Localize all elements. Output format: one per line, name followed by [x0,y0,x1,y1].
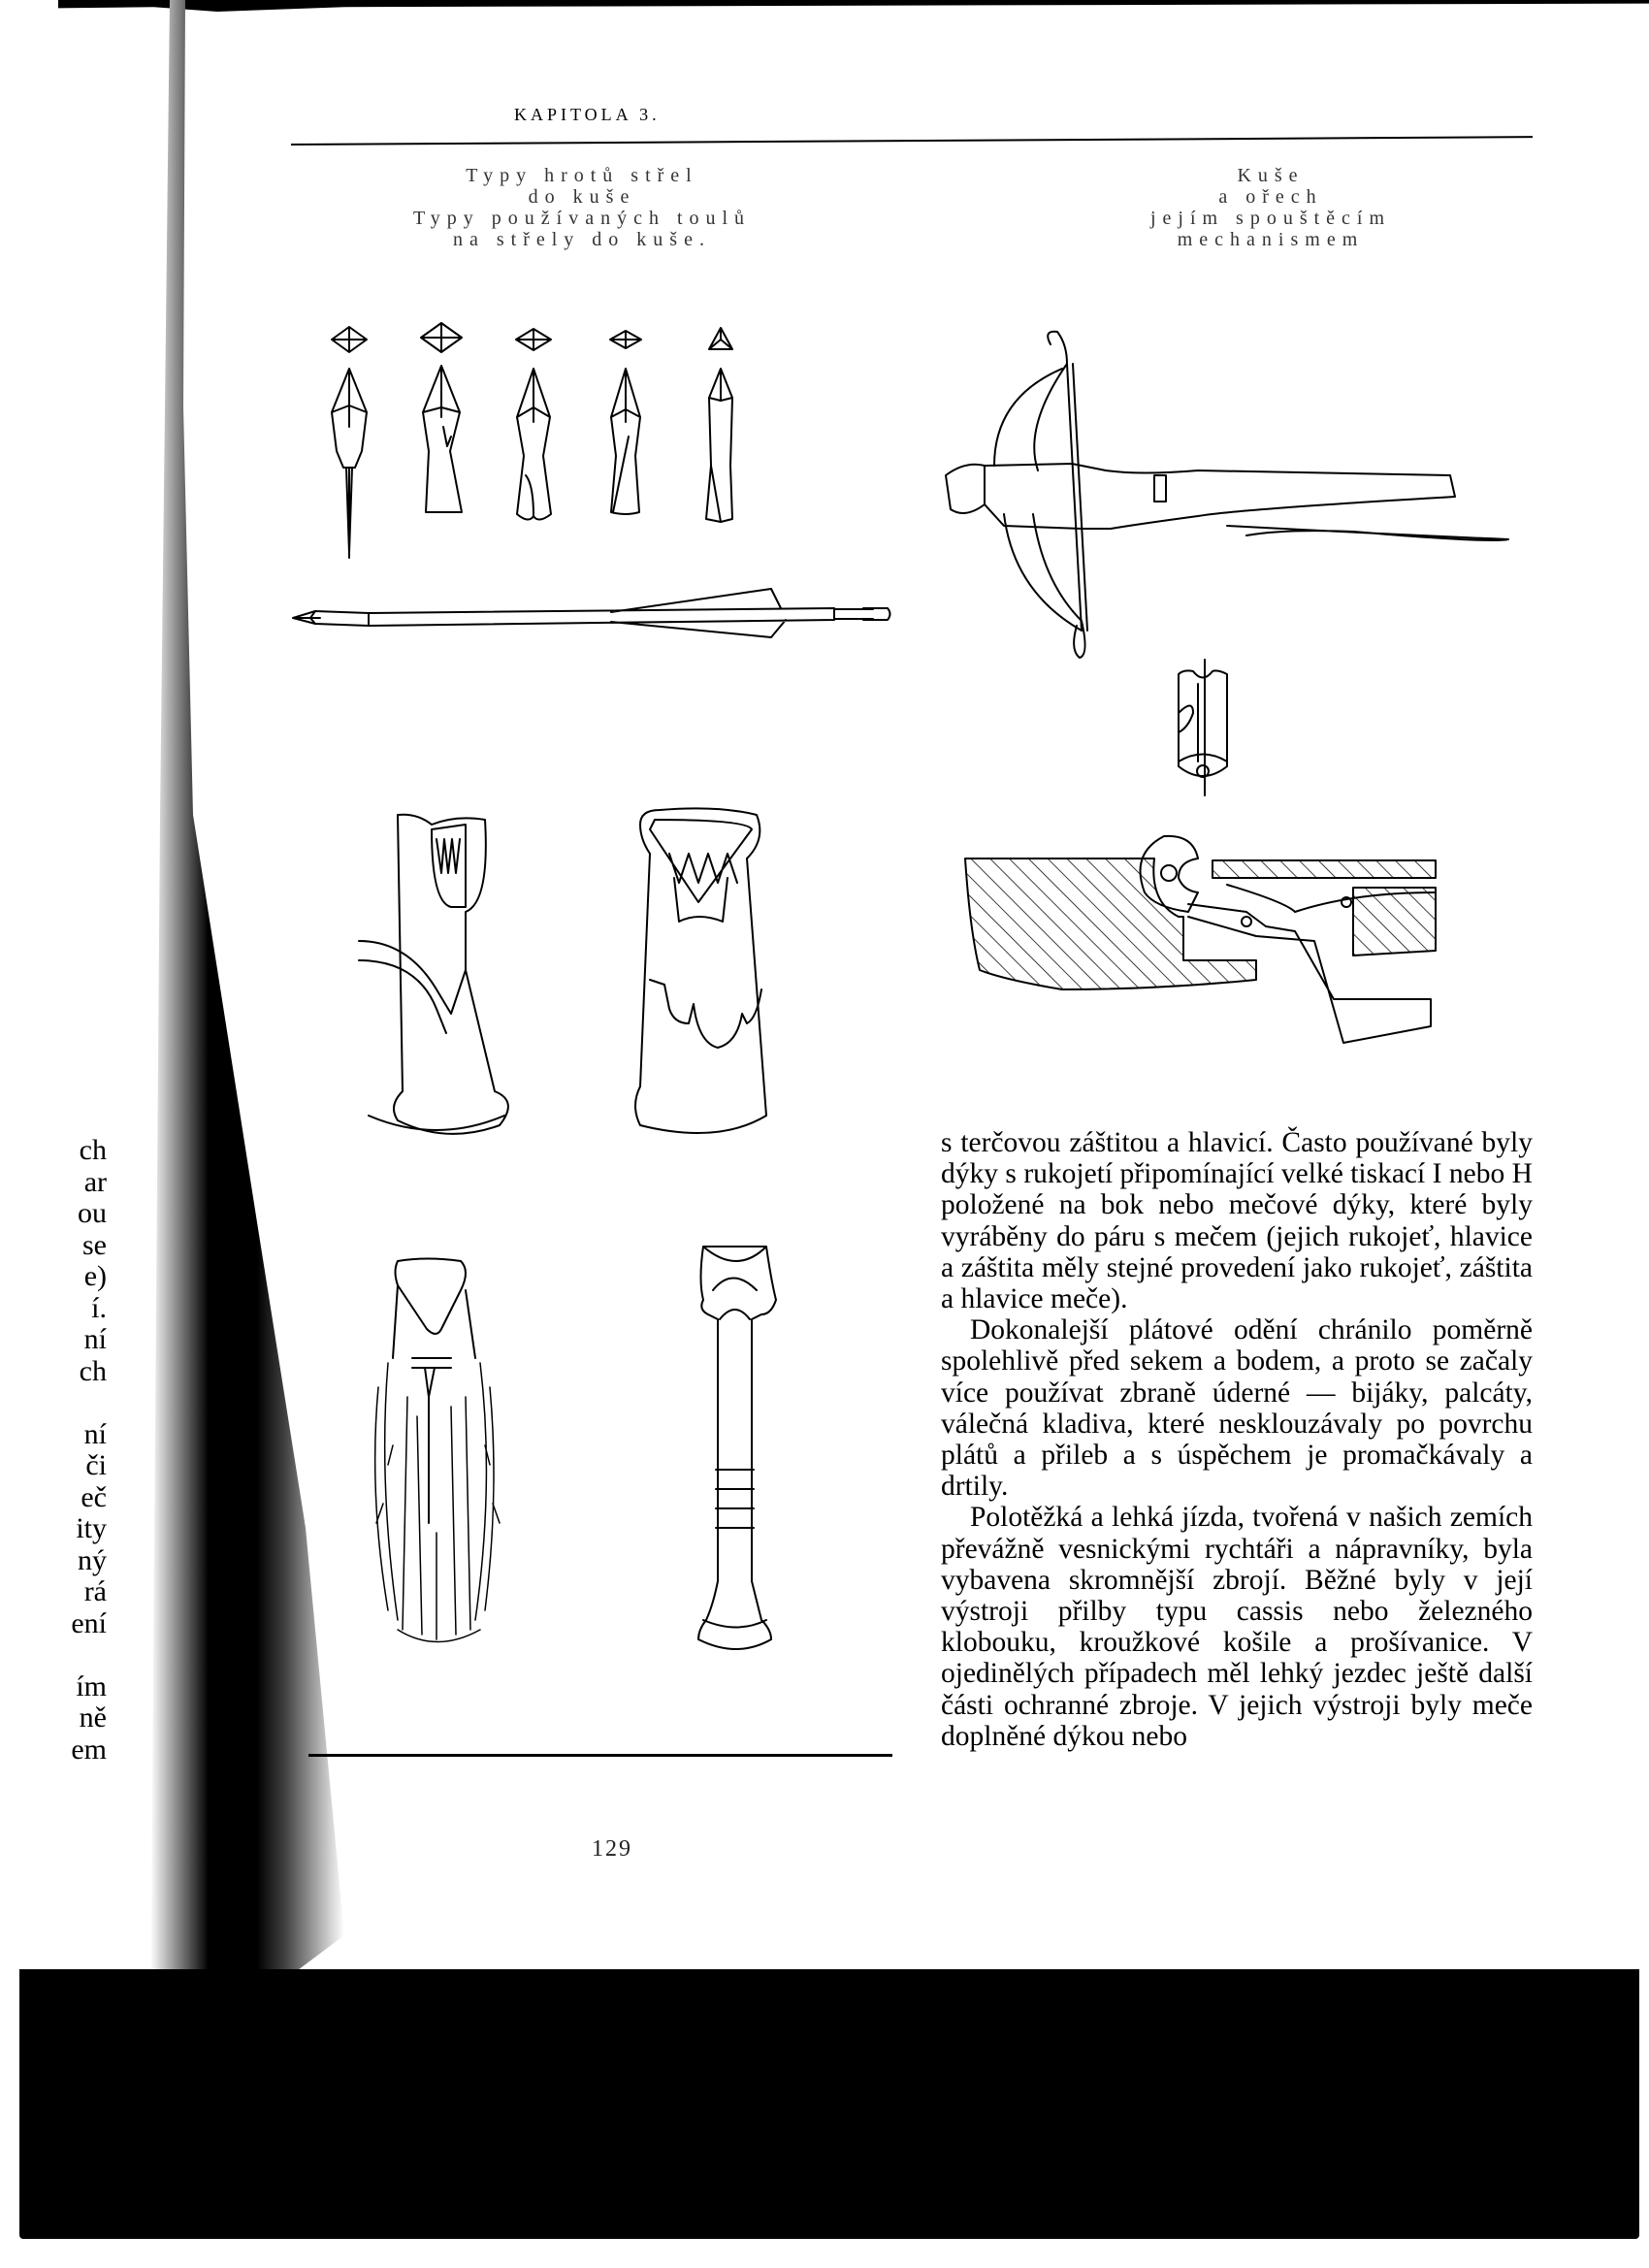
trigger-mechanism-section [965,834,1547,1048]
left-page-text-fragments [58,1135,107,1766]
crossbow-bow-lower [1004,514,1085,658]
quiver-1 [340,795,563,1183]
bolt-head-cross-sections [320,320,824,359]
fragment: ch [79,1134,107,1166]
stock-section-top-right [1212,860,1436,878]
running-head: KAPITOLA 3. [514,105,661,124]
paragraph: s terčovou záštitou a hlavicí. Často používané byly dýky s rukojetí připomínající velké tiskací I nebo H položené na bok nebo mečové dýky, které byly vyráběny do páru s mečem (jejich rukojeť, hlavice a záštita měly stejné provedení jako rukojeť, záštita a hlavice meče). [941,1127,1533,1315]
figure-caption-crossbow [1086,165,1455,250]
crossbow-trigger [1227,526,1508,540]
caption-line: Kuše [1237,165,1305,186]
bolt-head-4 [611,369,640,514]
scan-shadow-bottom [19,1969,1639,2239]
fragment: ou [78,1197,107,1229]
book-spine-shadow [150,0,344,2037]
bolt-head-5 [706,369,732,522]
fragment: e) [83,1260,107,1292]
page-number: 129 [592,1836,632,1862]
quiver-column [679,1232,873,1736]
figure-bottom-rule [308,1754,892,1757]
paragraph: Polotěžká a lehká jízda, tvořená v našich zemích převážně vesnickými rychtáři a nápravníky, byla vybavena skromnější zbrojí. Běžné byly v její výstroji přilby typu cassis nebo železného klobouku, kroužkové košile a prošívanice. V ojedinělých případech měl lehký jezdec ještě další části ochranné zbroje. V jejich výstroji byly meče doplněné dýkou nebo [941,1502,1533,1752]
bolt-head-3 [517,369,551,520]
fragment: ní [83,1417,107,1450]
fragment-gap [58,1387,107,1419]
fragment: či [85,1449,107,1481]
fragment: í. [91,1291,107,1324]
stock-section-block [1353,888,1436,956]
fragment: se [82,1228,107,1261]
caption-line: jejím spouštěcím [1149,208,1392,229]
fragment: em [71,1733,107,1766]
caption-line: Typy hrotů střel [466,165,698,186]
crossbow-bolt [291,577,912,635]
fragment: eč [81,1480,107,1513]
crossbow [946,320,1547,669]
fragment: ní [83,1323,107,1355]
crossbow-nut [1145,660,1261,805]
fragment: ch [79,1354,107,1387]
quiver-2 [621,795,844,1183]
crossbow-stock [946,464,1455,529]
fragment: ar [83,1165,107,1198]
caption-line: Typy používaných toulů [412,208,752,229]
header-rule [291,136,1533,146]
bolt-head-1 [332,369,367,558]
bolt-heads [320,369,824,563]
fragment: ný [78,1543,107,1576]
caption-line: mechanismem [1177,229,1365,250]
fragment: ím [76,1669,107,1702]
figure-caption-bolts [359,165,805,250]
fragment-gap [58,1639,107,1671]
caption-line: a ořech [1218,186,1323,208]
caption-line: do kuše [528,186,636,208]
fragment: rá [83,1575,107,1607]
scan-shadow-top [58,0,1649,12]
fragment: ně [79,1701,107,1733]
caption-line: na střely do kuše. [453,229,711,250]
quiver-fur [369,1251,563,1707]
fragment: ení [71,1606,107,1639]
body-text [941,1127,1533,1752]
fragment: ity [76,1512,107,1544]
bolt-head-2 [423,366,462,512]
crossbow-string [1067,364,1087,631]
paragraph: Dokonalejší plátové odění chránilo poměrně spolehlivě před sekem a bodem, a proto se začaly více používat zbraně úderné — bijáky, palcáty, válečná kladiva, které nesklouzávaly po povrchu plátů a přileb a s úspěchem je promačkávaly a drtily. [941,1314,1533,1503]
crossbow-bow-upper [994,332,1067,470]
fur-texture [375,1363,500,1642]
